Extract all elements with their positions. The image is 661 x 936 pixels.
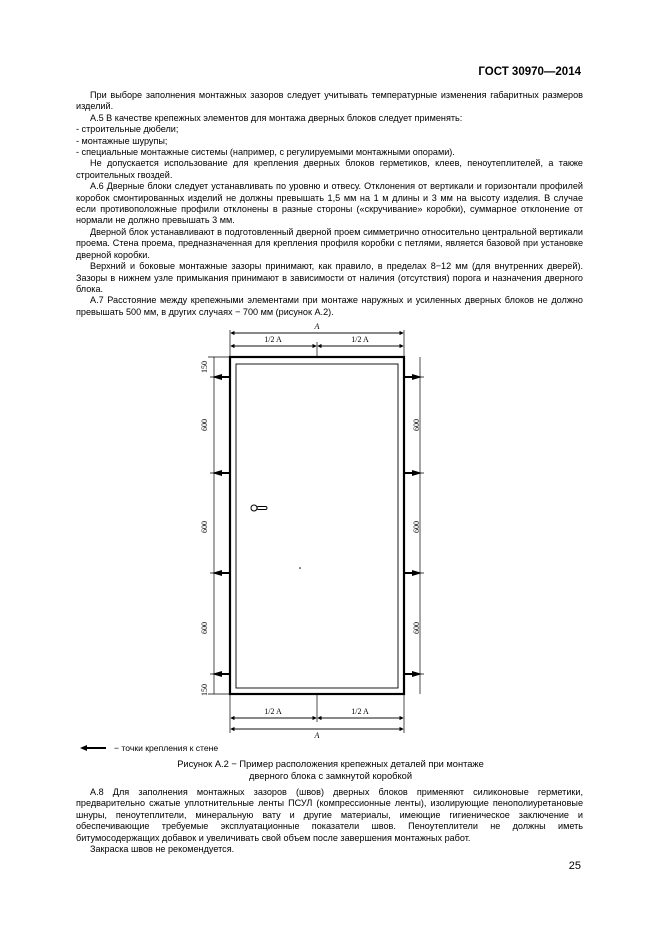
figure-legend [80, 743, 218, 753]
caption-line-1: Рисунок А.2 − Пример расположения крепежных деталей при монтаже [177, 759, 484, 769]
list-item: - монтажные шурупы; [76, 135, 168, 146]
paragraph: Закраска швов не рекомендуется. [90, 844, 235, 855]
standard-header: ГОСТ 30970—2014 [478, 66, 581, 78]
left-fixing-points [212, 374, 230, 677]
left-dim-5: 150 [200, 684, 209, 696]
bottom-half-right-dim: 1/2 A [351, 707, 369, 716]
legend-text: − точки крепления к стене [114, 743, 219, 753]
page-number: 25 [568, 860, 581, 872]
paragraph: А.7 Расстояние между крепежными элементами при монтаже наружных и усиленных дверных блоков не должно превышать 500 мм, в других случаях − 700 мм (рисунок А.2). [76, 295, 583, 317]
right-dim-1: 600 [412, 419, 421, 431]
top-total-dim: A [314, 322, 320, 331]
paragraph: А.5 В качестве крепежных элементов для монтажа дверных блоков следует применять: [90, 112, 463, 123]
door-handle [251, 505, 267, 511]
paragraph: А.8 Для заполнения монтажных зазоров (швов) дверных блоков применяют силиконовые герметики, предварительно сжатые уплотнительные ленты ПСУЛ (компрессионные ленты), изолирующие пенополиуретановые шнуры, пеноутеплители, минеральную вату и другие материалы, имеющие гигиеническое заключение и обеспечивающие требуемые эксплуатационные показатели швов. Пеноутеплители не должны иметь битумосодержащих добавок и увеличивать свой объем после завершения монтажных работ. [76, 787, 583, 843]
body-text-bottom [76, 787, 583, 855]
figure-caption [0, 759, 661, 782]
list-item: - специальные монтажные системы (например, с регулируемыми монтажными опорами). [76, 147, 455, 158]
paragraph: Не допускается использование для крепления дверных блоков герметиков, клеев, пеноутеплителей, а также строительных гвоздей. [76, 158, 583, 180]
door-frame [230, 357, 404, 694]
list-item: - строительные дюбели; [76, 124, 179, 135]
right-dim-2: 600 [412, 521, 421, 533]
left-dim-4: 600 [200, 622, 209, 634]
arrow-left-icon [80, 745, 106, 751]
paragraph: Дверной блок устанавливают в подготовленный дверной проем симметрично относительно центральной вертикали проема. Стена проема, предназначенная для крепления профиля коробки с петлями, является базовой при установке дверной коробки. [76, 226, 583, 260]
top-half-right-dim: 1/2 A [351, 335, 369, 344]
paragraph: А.6 Дверные блоки следует устанавливать по уровню и отвесу. Отклонения от вертикали и горизонтали профилей коробок смонтированных изделий не должны превышать 1,5 мм на 1 м длины и 3 мм на высоту изделия. В случае если противоположные профили отклонены в разные стороны («скручивание» коробки), суммарное отклонение от нормали не должно превышать 3 мм. [76, 181, 583, 226]
paragraph: При выборе заполнения монтажных зазоров следует учитывать температурные изменения габаритных размеров изделий. [76, 90, 583, 112]
left-dim-2: 600 [200, 419, 209, 431]
paragraph: Верхний и боковые монтажные зазоры принимают, как правило, в пределах 8−12 мм (для внутренних дверей). Зазоры в нижнем узле примыкания принимают в зависимости от наличия (отсутствия) порога и назначения дверного блока. [76, 261, 583, 294]
left-dim-1: 150 [200, 361, 209, 373]
bottom-total-dim: A [314, 731, 320, 740]
door-leaf [236, 364, 398, 688]
left-dim-3: 600 [200, 521, 209, 533]
bottom-half-left-dim: 1/2 A [264, 707, 282, 716]
caption-line-2: дверного блока с замкнутой коробкой [248, 770, 413, 781]
top-half-left-dim: 1/2 A [264, 335, 282, 344]
right-dim-3: 600 [412, 622, 421, 634]
